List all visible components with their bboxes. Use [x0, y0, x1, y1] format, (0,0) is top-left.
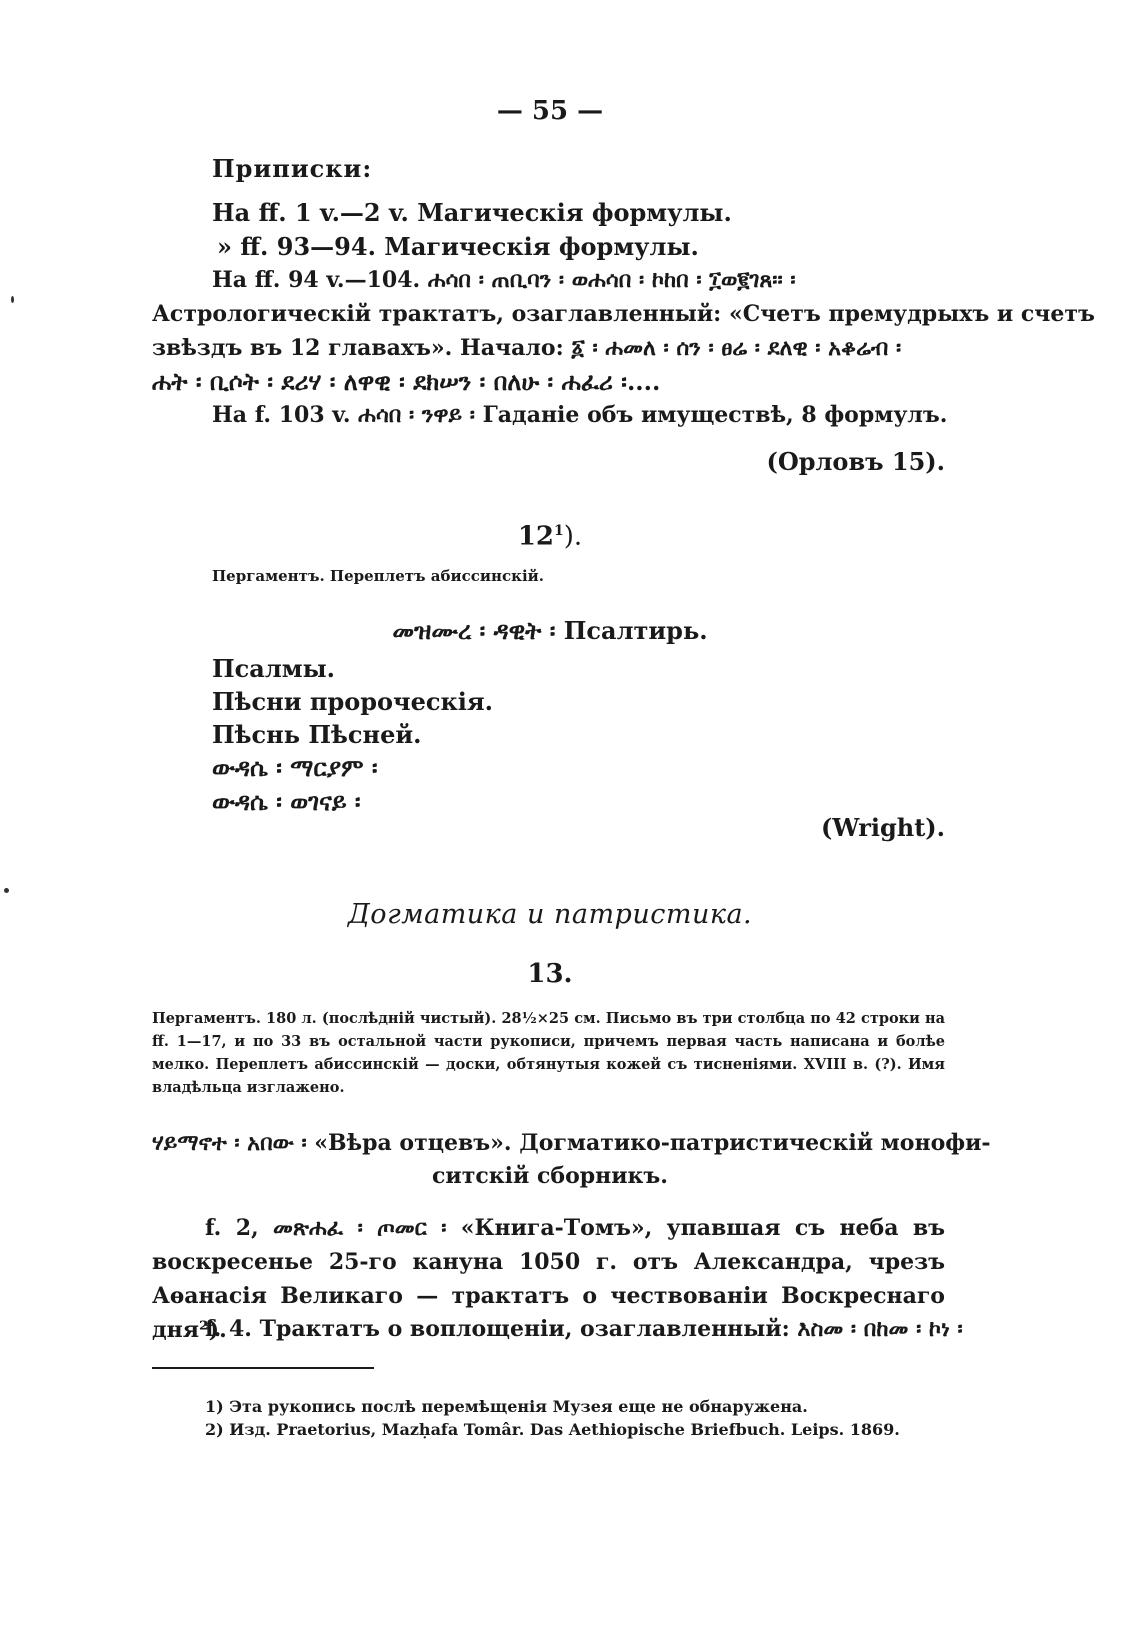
- section-heading-dogmatics: Догматика и патристика.: [347, 899, 753, 930]
- text-line: На ff. 94 v.—104. ሐሳበ ፡ ጠቢባን ፡ ወሐሳበ ፡ ኮከበ ፡ ፲ወ፪ገጸ፡፡ ፡: [212, 267, 796, 293]
- text-line: ሐት ፡ ቢሶት ፡ ደሪሃ ፡ ለዋዊ ፡ ደክሠን ፡ በለሁ ፡ ሐፈሪ ፡....: [152, 367, 661, 396]
- list-item: ውዳሴ ፡ ወገናይ ፡: [212, 787, 361, 816]
- manuscript-title-line: ситскій сборникъ.: [432, 1163, 668, 1189]
- footnote-divider: [152, 1367, 374, 1369]
- manuscript-number-suffix: ).: [563, 521, 583, 552]
- manuscript-title: መዝሙረ ፡ ዳዊት ፡ Псалтирь.: [392, 616, 708, 645]
- scan-mark-top: [11, 296, 14, 303]
- scan-mark-bottom: [4, 888, 9, 893]
- manuscript-number: 12: [517, 521, 554, 552]
- attribution-orlov: (Орловъ 15).: [766, 447, 945, 476]
- section-heading-pripiski: Приписки:: [212, 154, 373, 183]
- manuscript-description: Пергаментъ. 180 л. (послѣдній чистый). 28½×25 см. Письмо въ три столбца по 42 строки на ff. 1—17, и по 33 въ остальной части рукописи, причемъ первая часть написана и болѣе мелко. Переплетъ абиссинскій — доски, обтянутыя кожей съ тисненіями. XVIII в. (?). Имя владѣльца изглажено.: [152, 1010, 945, 1096]
- list-item: ውዳሴ ፡ ማርያም ፡: [212, 753, 378, 782]
- text-line: звѣздъ въ 12 главахъ». Начало: ፩ ፡ ሐመለ ፡ ሰን ፡ ፀሬ ፡ ደለዊ ፡ አቆሬብ ፡: [152, 335, 902, 361]
- manuscript-description: Пергаментъ. Переплетъ абиссинскій.: [212, 567, 544, 585]
- paragraph: f. 2, መጽሐፈ ፡ ጦመር ፡ «Книга-Томъ», упавшая съ неба въ воскресенье 25-го кануна 1050 г. отъ Александра, чрезъ Аѳанасія Великаго — трактатъ о чествованіи Воскреснаго дня²).: [152, 1215, 945, 1343]
- manuscript-number-12: [0, 515, 1100, 553]
- text-line: На ff. 1 v.—2 v. Магическія формулы.: [212, 198, 732, 227]
- manuscript-title-line: ሃይማኖተ ፡ አበው ፡ «Вѣра отцевъ». Догматико-патристическій монофи-: [152, 1130, 991, 1156]
- page-number: — 55 —: [496, 96, 604, 126]
- attribution-wright: (Wright).: [820, 813, 945, 842]
- text-line: На f. 103 v. ሐሳበ ፡ ንዋይ ፡ Гаданіе объ имуществѣ, 8 формулъ.: [212, 402, 948, 428]
- text-line: » ff. 93—94. Магическія формулы.: [217, 232, 699, 261]
- footnote-ref: 1: [554, 523, 564, 539]
- text-line: Астрологическій трактатъ, озаглавленный: «Счетъ премудрыхъ и счетъ: [152, 301, 1095, 327]
- list-item: Пѣсни пророческія.: [212, 687, 494, 716]
- footnote: 2) Изд. Praetorius, Mazḥafa Tomâr. Das Aethiopische Briefbuch. Leips. 1869.: [205, 1420, 900, 1439]
- list-item: Псалмы.: [212, 654, 336, 683]
- paragraph: f. 4. Трактатъ о воплощеніи, озаглавленный: እስመ ፡ በከመ ፡ ኮነ ፡: [205, 1316, 963, 1342]
- footnote: 1) Эта рукопись послѣ перемѣщенія Музея еще не обнаружена.: [205, 1397, 808, 1416]
- manuscript-number-13: 13.: [527, 959, 573, 989]
- list-item: Пѣснь Пѣсней.: [212, 720, 422, 749]
